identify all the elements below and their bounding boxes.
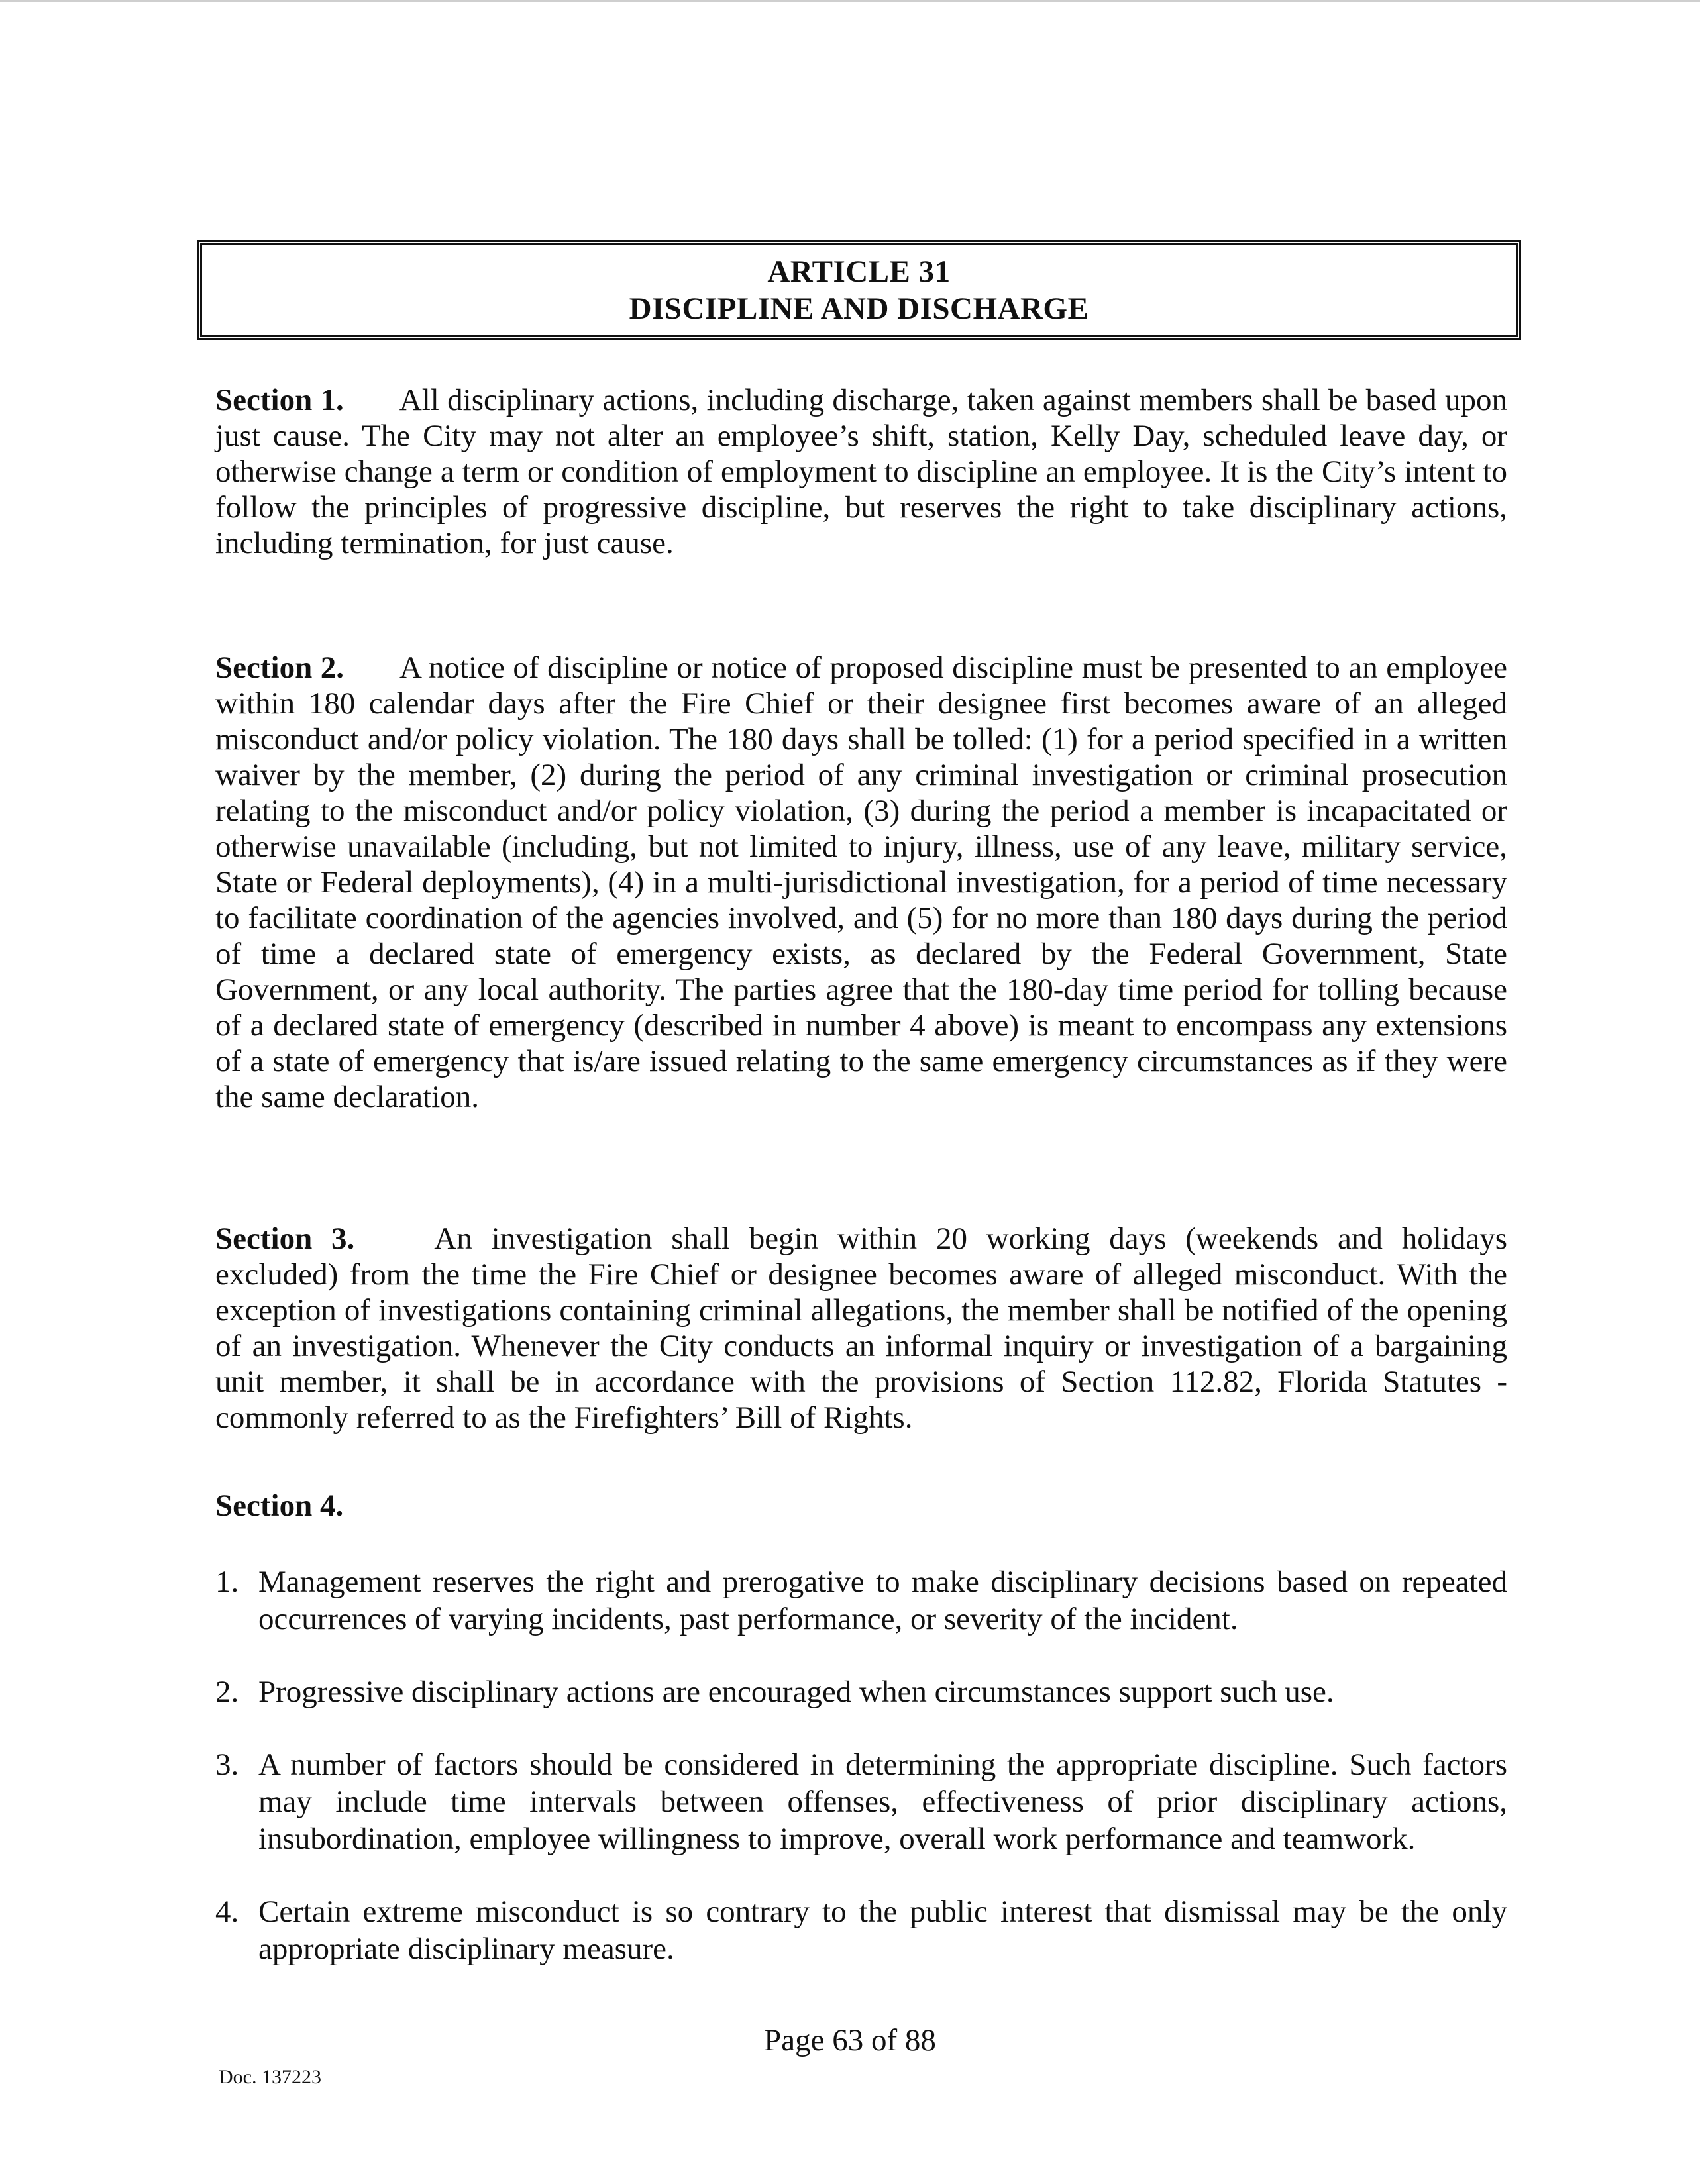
list-item-text: Progressive disciplinary actions are encouraged when circumstances support such use. — [258, 1675, 1334, 1709]
document-id: Doc. 137223 — [219, 2066, 321, 2088]
list-item — [215, 1746, 1507, 1857]
list-item-text: Certain extreme misconduct is so contrary to the public interest that dismissal may be the only appropriate disciplinary measure. — [258, 1895, 1507, 1966]
section-2-label: Section 2. — [215, 650, 345, 685]
page-top-edge — [0, 0, 1700, 2]
page-number: Page 63 of 88 — [764, 2023, 936, 2057]
list-item-number: 4. — [215, 1895, 239, 1929]
section-4-label: Section 4. — [215, 1488, 344, 1523]
section-2 — [215, 650, 1507, 1115]
list-item-number: 1. — [215, 1565, 239, 1599]
section-1 — [215, 382, 1507, 561]
section-4-list — [215, 1563, 1507, 1967]
section-3 — [215, 1221, 1507, 1435]
section-2-text: A notice of discipline or notice of proposed discipline must be presented to an employee within 180 calendar days after the Fire Chief or their designee first becomes aware of an alleged misconduct and/or policy violation. The 180 days shall be tolled: (1) for a period specified in a written waiver by the member, (2) during the period of any criminal investigation or criminal prosecution relating to the misconduct and/or policy violation, (3) during the period a member is incapacitated or otherwise unavailable (including, but not limited to injury, illness, use of any leave, military service, State or Federal deployments), (4) in a multi-jurisdictional investigation, for a period of time necessary to facilitate coordination of the agencies involved, and (5) for no more than 180 days during the period of time a declared state of emergency exists, as declared by the Federal Government, State Government, or any local authority. The parties agree that the 180-day time period for tolling because of a declared state of emergency (described in number 4 above) is meant to encompass any extensions of a state of emergency that is/are issued relating to the same emergency circumstances as if they were the same declaration. — [215, 650, 1507, 1114]
list-item — [215, 1673, 1507, 1710]
article-title-box — [197, 240, 1521, 340]
section-4 — [215, 1488, 1507, 1524]
section-1-label: Section 1. — [215, 383, 344, 417]
list-item-text: Management reserves the right and prerogative to make disciplinary decisions based on repeated occurrences of varying incidents, past performance, or severity of the incident. — [258, 1565, 1507, 1636]
list-item-text: A number of factors should be considered in determining the appropriate discipline. Such factors may include time intervals between offenses, effectiveness of prior disciplinary actions, insubordination, employee willingness to improve, overall work performance and teamwork. — [258, 1747, 1507, 1856]
section-1-text: All disciplinary actions, including discharge, taken against members shall be based upon just cause. The City may not alter an employee’s shift, station, Kelly Day, scheduled leave day, or otherwise change a term or condition of employment to discipline an employee. It is the City’s intent to follow the principles of progressive discipline, but reserves the right to take disciplinary actions, including termination, for just cause. — [215, 383, 1507, 560]
section-3-text: An investigation shall begin within 20 working days (weekends and holidays excluded) from the time the Fire Chief or designee becomes aware of alleged misconduct. With the exception of investigations containing criminal allegations, the member shall be notified of the opening of an investigation. Whenever the City conducts an informal inquiry or investigation of a bargaining unit member, it shall be in accordance with the provisions of Section 112.82, Florida Statutes - commonly referred to as the Firefighters’ Bill of Rights. — [215, 1222, 1507, 1435]
article-number: ARTICLE 31 — [767, 254, 951, 289]
list-item — [215, 1893, 1507, 1967]
list-item-number: 3. — [215, 1747, 239, 1782]
section-3-label: Section 3. — [215, 1222, 355, 1256]
list-item-number: 2. — [215, 1675, 239, 1709]
article-title: DISCIPLINE AND DISCHARGE — [629, 291, 1089, 326]
list-item — [215, 1563, 1507, 1638]
